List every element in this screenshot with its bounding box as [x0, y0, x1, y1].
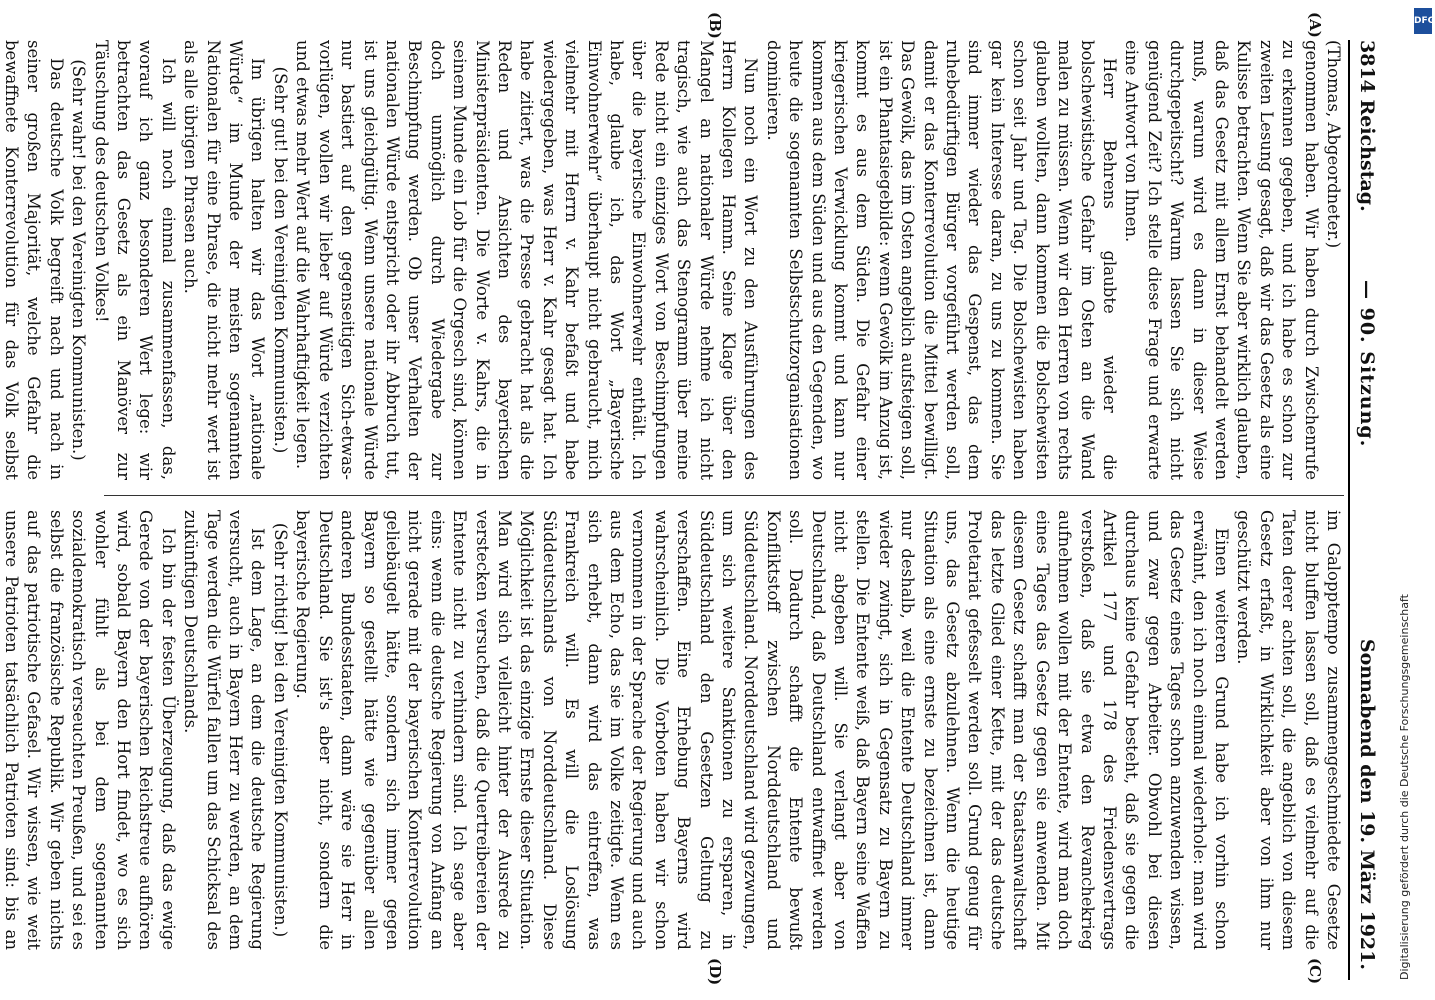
interjection: (Sehr richtig! bei den Vereinigten Kommunisten.)	[270, 522, 290, 938]
paragraph: Herr Behrens glaubte wieder die bolschewistische Gefahr im Osten an die Wand malen zu müssen. Wenn wir den Herren von rechts glauben wollten, dann kommen die Bolschewisten schon seit Jahr und Tag. Die Bolschewisten haben gar kein Interesse daran, zu uns zu kommen. Sie sind immer wieder das Gespenst, das dem ruhebedürftigen Bürger vorgeführt werden soll, damit er das Konterrevolution die Mittel bewilligt. Das Gewölk, das im Osten angeblich aufsteigen soll, ist ein Phantasiegebilde: wenn Gewölk im Anzug ist, kommt es aus dem Süden. Die Gefahr einer kriegerischen Verwicklung kommt und kann nur kommen aus dem Süden und aus den Gegenden, wo heute die sogenannten Selbstschutzorganisationen dominieren.	[763, 40, 1119, 480]
session-title: — 90. Sitzung.	[1356, 280, 1378, 448]
column-divider	[104, 495, 1344, 496]
paragraph: Einen weiteren Grund habe ich vorhin schon erwähnt, den ich noch einmal wiederhole: man wird das Gesetz eines Tages schon anzuwenden wissen, und zwar gegen Arbeiter. Obwohl bei diesen durchaus keine Gefahr besteht, daß sie gegen die Artikel 177 und 178 des Friedensvertrags verstoßen, daß sie etwa den Revanchekrieg aufnehmen wollen mit der Entente, wird man doch eines Tages das Gesetz gegen sie anwenden. Mit diesem Gesetz schafft man der Staatsanwaltschaft das letzte Glied einer Kette, mit der das deutsche Proletariat gefesselt werden soll. Grund genug für uns, das Gesetz abzulehnen. Wenn die heutige Situation als eine ernste zu bezeichnen ist, dann nur deshalb, weil die Entente Deutschland immer wieder zwingt, sich in Gegensatz zu Bayern zu stellen. Die Entente weiß, daß Bayern seine Waffen nicht abgeben will. Sie verlangt aber von Deutschland, daß Deutschland entwaffnet werden soll. Dadurch schafft die Entente bewußt Konfliktstoff zwischen Norddeutschland und Süddeutschland. Norddeutschland wird gezwungen, um sich weitere Sanktionen zu ersparen, in Süddeutschland den Gesetzen Geltung zu verschaffen. Eine Erhebung Bayerns wird wahrscheinlich. Die Vorboten haben wir schon vernommen in der Sprache der Regierung und auch aus dem Echo, das sie im Volke zeitigte. Wenn es sich erhebt, dann wird das eintreffen, was Frankreich will. Es will die Loslösung Süddeutschlands von Norddeutschland. Diese Möglichkeit ist das einzige Ernste dieser Situation. Man wird sich vielleicht hinter der Ausrede zu verstecken versuchen, daß die Quertreibereien der Entente nicht zu verhindern sind. Ich sage aber eins: wenn die deutsche Regierung von Anfang an nicht gerade mit der bayerischen Konterrevolution geliebäugelt hätte, sondern sich immer gegen Bayern so gestellt hätte wie gegenüber allen anderen Bundesstaaten, dann wäre sie Herr in Deutschland. Sie ist's aber nicht, sondern die bayerische Regierung.	[293, 510, 1231, 950]
session-date: Sonnabend den 19. März 1921.	[1356, 638, 1378, 970]
paragraph: genommen haben. Wir haben durch Zwischenrufe zu erkennen gegeben, und ich habe es schon zur zweiten Lesung gesagt, daß wir das Gesetz als eine Kulisse betrachten. Wenn Sie aber wirklich glauben, daß das Gesetz mit allem Ernst behandelt werden muß, warum wird es dann in dieser Weise durchgepeitscht? Warum lassen Sie sich nicht genügend Zeit? Ich stelle diese Frage und erwarte eine Antwort von Ihnen.	[1122, 40, 1321, 480]
interjection: (Sehr wahr! bei den Vereinigten Kommunisten.)	[69, 59, 89, 461]
digitization-credit: Digitalisierung gefördert durch die Deutsche Forschungsgemeinschaft	[1398, 594, 1411, 980]
speaker-attribution: (Thomas, Abgeordneter.)	[1324, 40, 1343, 249]
left-column	[2, 40, 1344, 480]
paragraph: Ich bin der festen Überzeugung, daß das ewige Gerede von der bayerischen Reichstreue aufhören wird, sobald Bayern den Hort findet, wo es sich wohler fühlt als bei dem sogenannten sozialdemokratisch verseuchten Preußen, und sei es selbst die französische Republik. Wir geben nichts auf das patriotische Gefasel. Wir wissen, wie weit unsere Patrioten tatsächlich Patrioten sind: bis an	[2, 510, 178, 950]
paragraph: Das deutsche Volk begreift nach und nach in seiner großen Majorität, welche Gefahr die bewaffnete Konterrevolution für das Volk selbst	[2, 40, 66, 480]
page-header	[1348, 40, 1384, 980]
margin-marker-c: (C)	[1306, 958, 1324, 985]
margin-marker-d: (D)	[706, 958, 724, 986]
interjection: (Sehr gut! bei den Vereinigten Kommunisten.)	[270, 66, 290, 454]
dfg-logo: DFG	[1414, 8, 1432, 34]
paragraph: Ich will noch einmal zusammenfassen, das, worauf ich ganz besonderen Wert lege: wir betrachten das Gesetz als ein Manöver zur Täuschung des deutschen Volkes!	[91, 40, 178, 480]
right-column	[2, 510, 1344, 950]
page-number-and-title: 3814 Reichstag.	[1356, 40, 1378, 212]
rotated-newspaper-page	[2, 12, 1384, 986]
margin-marker-b: (B)	[706, 12, 724, 39]
margin-marker-a: (A)	[1306, 12, 1324, 38]
paragraph: im Galopptempo zusammengeschmiedete Gesetze nicht bluffen lassen soll, daß es vielmehr auf die Taten derer achten soll, die angeblich von diesem Gesetz erfaßt, in Wirklichkeit aber von ihm nur geschützt werden.	[1234, 510, 1343, 950]
paragraph: Im übrigen halten wir das Wort „nationale Würde“ im Munde der meisten sogenannten Nationalen für eine Phrase, die nicht mehr wert ist als alle übrigen Phrasen auch.	[181, 40, 268, 480]
paragraph: Nun noch ein Wort zu den Ausführungen des Herrn Kollegen Hamm. Seine Klage über den Mangel an nationaler Würde nehme ich nicht tragisch, wie auch das Stenogramm über meine Rede nicht ein einziges Wort von Beschimpfungen über die bayerische Einwohnerwehr enthält. Ich habe, glaube ich, das Wort „Bayerische Einwohnerwehr“ überhaupt nicht gebraucht, mich vielmehr mit Herrn v. Kahr befaßt und habe wiedergegeben, was Herr v. Kahr gesagt hat. Ich habe zitiert, was die Presse gebracht hat als die Reden und Ansichten des bayerischen Ministerpräsidenten. Die Worte v. Kahrs, die in seinem Munde ein Lob für die Orgesch sind, können doch unmöglich durch Wiedergabe zur Beschimpfung werden. Ob unser Verhalten der nationalen Würde entspricht oder ihr Abbruch tut, ist uns gleichgültig. Wenn unsere nationale Würde nur bastiert auf den gegenseitigen Sich-etwas-vorlügen, wollen wir lieber auf Würde verzichten und etwas mehr Wert auf die Wahrhaftigkeit legen.	[293, 40, 761, 480]
paragraph: Ist dem Lage, an dem die deutsche Regierung versucht, auch in Bayern Herr zu werden, an dem Tage werden die Würfel fallen um das Schicksal des zukünftigen Deutschlands.	[181, 510, 268, 950]
